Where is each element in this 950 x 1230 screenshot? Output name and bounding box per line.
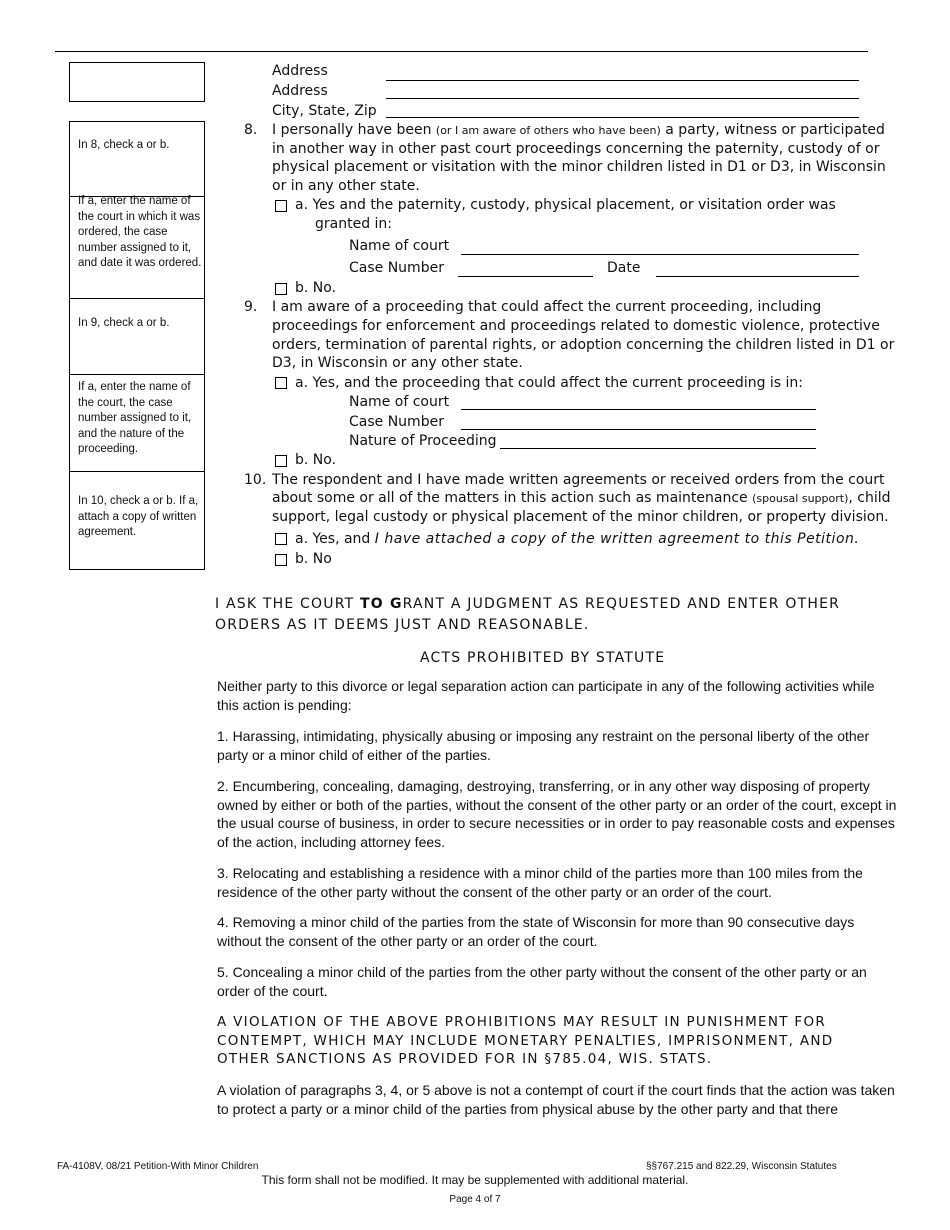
item-8-number: 8.: [244, 122, 258, 138]
item-9-nature-field[interactable]: [500, 448, 816, 449]
acts-intro: Neither party to this divorce or legal separation action can participate in any of the following activities while this action is pending:: [217, 678, 875, 713]
item-8b-checkbox[interactable]: [275, 283, 287, 295]
item-8-text-line3: physical placement or visitation with the minor children listed in D1 or D3, in Wisconsin: [272, 159, 886, 175]
item-8-court-field[interactable]: [461, 254, 859, 255]
item-9-case-field[interactable]: [461, 429, 816, 430]
acts-paragraph-5: 5. Concealing a minor child of the parties from the other party without the consent of the other party or an order of the court.: [217, 964, 867, 999]
item-9-case-label: Case Number: [349, 414, 444, 430]
item-9-nature-label: Nature of Proceeding: [349, 433, 497, 449]
item-8-date-field[interactable]: [656, 276, 859, 277]
sidebar-note-10: In 10, check a or b. If a, attach a copy of written agreement.: [78, 495, 199, 538]
item-9-court-label: Name of court: [349, 394, 450, 410]
item-9-text-line3: orders, termination of parental rights, or adoption concerning the children listed in D1 or: [272, 337, 895, 353]
address-label-1: Address: [272, 63, 328, 79]
acts-paragraph-4: 4. Removing a minor child of the parties from the state of Wisconsin for more than 90 consecutive days without the consent of the other party or an order of the court.: [217, 914, 855, 949]
item-8-text-rest: a party, witness or participated: [660, 122, 885, 138]
acts-heading: ACTS PROHIBITED BY STATUTE: [420, 650, 666, 666]
item-10b-checkbox[interactable]: [275, 554, 287, 566]
item-9b-checkbox[interactable]: [275, 455, 287, 467]
clerk-stamp-box: [69, 62, 205, 102]
violation-warning: A VIOLATION OF THE ABOVE PROHIBITIONS MAY RESULT IN PUNISHMENT FOR CONTEMPT, WHICH MAY INCLUDE MONETARY PENALTIES, IMPRISONMENT, AND OTHER SANCTIONS AS PROVIDED FOR IN §785.04, WIS. STATS.: [217, 1014, 834, 1067]
item-8-text-line2: in another way in other past court proceedings concerning the paternity, custody of or: [272, 141, 880, 157]
item-8-case-field[interactable]: [458, 276, 593, 277]
item-8-date-label: Date: [607, 260, 641, 276]
item-10-text-start: about some or all of the matters in this action such as maintenance: [272, 490, 753, 506]
city-state-zip-label: City, State, Zip: [272, 103, 377, 119]
item-9-court-field[interactable]: [461, 409, 816, 410]
address-field-2[interactable]: [386, 98, 859, 99]
acts-paragraph-2: 2. Encumbering, concealing, damaging, destroying, transferring, or in any other way disposing of property owned by either or both of the parties, without the consent of the other party or an order of the court, except in the usual course of business, in order to secure necessities or in order to pay reasonable costs and expenses of the action, including attorney fees.: [217, 778, 897, 850]
item-10-text-aside: (spousal support): [752, 492, 849, 505]
item-10-text-end: , child: [848, 490, 891, 506]
item-9a-checkbox[interactable]: [275, 377, 287, 389]
request-text-bold: TO G: [360, 596, 403, 612]
sidebar-divider: [70, 471, 204, 472]
sidebar-divider: [70, 374, 204, 375]
item-9-text-line1: I am aware of a proceeding that could affect the current proceeding, including: [272, 299, 822, 315]
acts-final-paragraph: A violation of paragraphs 3, 4, or 5 above is not a contempt of court if the court finds that the action was taken to protect a party or a minor child of the parties from physical abuse by the other party and that there: [217, 1082, 895, 1117]
item-10-text-line1: The respondent and I have made written agreements or received orders from the court: [272, 472, 885, 488]
request-line-1: [215, 594, 840, 615]
footer-statutes: §§767.215 and 822.29, Wisconsin Statutes: [646, 1161, 837, 1172]
item-8-case-label: Case Number: [349, 260, 444, 276]
footer-page-number: Page 4 of 7: [449, 1194, 501, 1205]
footer-notice: This form shall not be modified. It may be supplemented with additional material.: [261, 1173, 689, 1187]
sidebar-divider: [70, 298, 204, 299]
request-line-2: ORDERS AS IT DEEMS JUST AND REASONABLE.: [215, 617, 590, 633]
item-10b-label: b. No: [295, 551, 332, 567]
item-10a-label: [295, 530, 859, 549]
acts-paragraph-1: 1. Harassing, intimidating, physically abusing or imposing any restraint on the personal liberty of the other party or a minor child of either of the parties.: [217, 728, 870, 763]
acts-paragraph-3: 3. Relocating and establishing a residence with a minor child of the parties more than 100 miles from the residence of the other party without the consent of the other party or an order of the court.: [217, 865, 863, 900]
item-8-text-line1: [272, 121, 885, 141]
item-9b-label: b. No.: [295, 452, 337, 468]
city-state-zip-field[interactable]: [386, 117, 859, 118]
request-text-a: I ASK THE COURT: [215, 596, 361, 612]
item-9a-label: a. Yes, and the proceeding that could affect the current proceeding is in:: [295, 375, 804, 391]
item-8-text-start: I personally have been: [272, 122, 436, 138]
item-9-text-line2: proceedings for enforcement and proceedings related to domestic violence, protective: [272, 318, 880, 334]
item-8b-label: b. No.: [295, 280, 337, 296]
item-10a-label-prefix: a. Yes, and: [295, 531, 375, 547]
item-10-text-line2: [272, 489, 891, 509]
sidebar-note-9a: If a, enter the name of the court, the case number assigned to it, and the nature of the proceeding.: [78, 381, 192, 455]
item-10-text-line3: support, legal custody or physical placement of the minor children, or property division.: [272, 509, 889, 525]
address-label-2: Address: [272, 83, 328, 99]
sidebar-note-8: In 8, check a or b.: [78, 139, 170, 151]
item-10-number: 10.: [244, 472, 267, 488]
sidebar-note-8a: If a, enter the name of the court in which it was ordered, the case number assigned to it, and date it was ordered.: [78, 195, 202, 269]
item-9-number: 9.: [244, 299, 258, 315]
top-rule: [55, 51, 868, 52]
item-8-court-label: Name of court: [349, 238, 450, 254]
item-8a-label-line2: granted in:: [315, 216, 393, 232]
address-field-1[interactable]: [386, 80, 859, 81]
item-10a-checkbox[interactable]: [275, 533, 287, 545]
sidebar-note-9: In 9, check a or b.: [78, 317, 170, 329]
item-9-text-line4: D3, in Wisconsin or any other state.: [272, 355, 523, 371]
item-8a-label-line1: a. Yes and the paternity, custody, physical placement, or visitation order was: [295, 197, 836, 213]
item-8-text-aside: (or I am aware of others who have been): [435, 124, 661, 137]
item-8a-checkbox[interactable]: [275, 200, 287, 212]
item-8-text-line4: or in any other state.: [272, 178, 420, 194]
footer-form-id: FA-4108V, 08/21 Petition-With Minor Children: [57, 1161, 259, 1172]
request-text-b: RANT A JUDGMENT AS REQUESTED AND ENTER OTHER: [402, 596, 841, 612]
item-10a-label-italic: I have attached a copy of the written agreement to this Petition.: [374, 531, 860, 547]
